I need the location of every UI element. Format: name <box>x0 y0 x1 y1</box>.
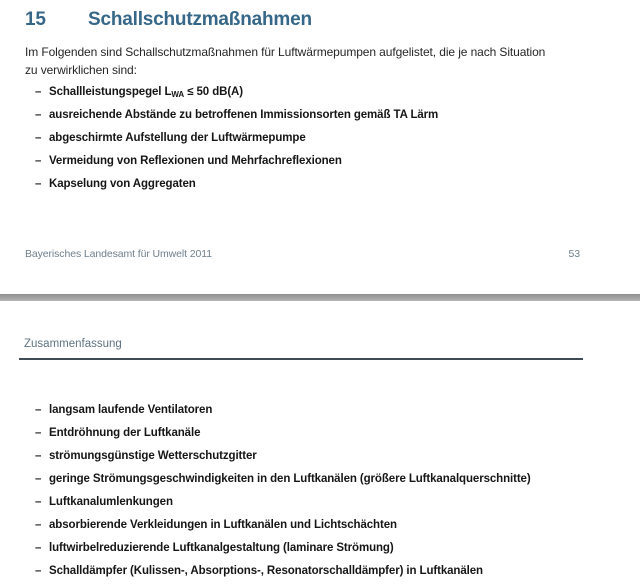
dash-marker: – <box>35 427 42 439</box>
footer-organization: Bayerisches Landesamt für Umwelt 2011 <box>25 248 212 260</box>
list-item <box>0 108 438 131</box>
list-item <box>0 426 531 449</box>
section-rule <box>19 358 583 360</box>
list-item-text: geringe Strömungsgeschwindigkeiten in den Luftkanälen (größere Luftkanalquerschnitte) <box>49 473 531 485</box>
dash-marker: – <box>35 178 42 190</box>
list-item <box>0 85 438 108</box>
list-item <box>0 564 531 586</box>
dash-marker: – <box>35 473 42 485</box>
footer-page-number: 53 <box>568 248 580 260</box>
list-item-text: Luftkanalumlenkungen <box>49 496 173 508</box>
dash-marker: – <box>35 404 42 416</box>
list-item-text: Kapselung von Aggregaten <box>49 178 196 190</box>
list-item <box>0 472 531 495</box>
dash-marker: – <box>35 450 42 462</box>
list-item-text: absorbierende Verkleidungen in Luftkanälen und Lichtschächten <box>49 519 397 531</box>
list-item-text: strömungsgünstige Wetterschutzgitter <box>49 450 257 462</box>
list-item <box>0 131 438 154</box>
dash-marker: – <box>35 155 42 167</box>
subscript-wa: WA <box>171 90 185 99</box>
list-item <box>0 541 531 564</box>
list-item <box>0 154 438 177</box>
dash-marker: – <box>35 86 42 98</box>
list-item-text: langsam laufende Ventilatoren <box>49 404 213 416</box>
list-item <box>0 495 531 518</box>
list-item-text: Vermeidung von Reflexionen und Mehrfachreflexionen <box>49 155 342 167</box>
summary-list <box>0 403 531 586</box>
section-label: Zusammenfassung <box>24 338 122 350</box>
page-title: Schallschutzmaßnahmen <box>88 9 312 30</box>
list-item <box>0 403 531 426</box>
intro-paragraph <box>25 44 545 79</box>
dash-marker: – <box>35 496 42 508</box>
list-item-text: ausreichende Abstände zu betroffenen Immissionsorten gemäß TA Lärm <box>49 109 439 121</box>
list-item-text: luftwirbelreduzierende Luftkanalgestaltung (laminare Strömung) <box>49 542 394 554</box>
intro-line-2: zu verwirklichen sind: <box>25 62 137 77</box>
list-item <box>0 177 438 200</box>
list-item-text: Schallleistungspegel $L_{WA} \le 50$ dB(A) <box>49 86 243 99</box>
intro-line-1: Im Folgenden sind Schallschutzmaßnahmen für Luftwärmepumpen aufgelistet, die je nach Situation <box>25 45 546 59</box>
list-item-text: abgeschirmte Aufstellung der Luftwärmepumpe <box>49 132 306 144</box>
page-separator-bar <box>0 294 640 301</box>
list-item <box>0 518 531 541</box>
list-item-text: Schalldämpfer (Kulissen-, Absorptions-, Resonatorschalldämpfer) in Luftkanälen <box>49 565 483 577</box>
dash-marker: – <box>35 565 42 577</box>
list-item-text: Entdröhnung der Luftkanäle <box>49 427 201 439</box>
chapter-number: 15 <box>25 9 46 30</box>
dash-marker: – <box>35 542 42 554</box>
list-item <box>0 449 531 472</box>
page-footer <box>25 248 580 260</box>
chapter-heading <box>25 9 312 31</box>
dash-marker: – <box>35 519 42 531</box>
measures-list <box>0 85 438 200</box>
dash-marker: – <box>35 109 42 121</box>
dash-marker: – <box>35 132 42 144</box>
